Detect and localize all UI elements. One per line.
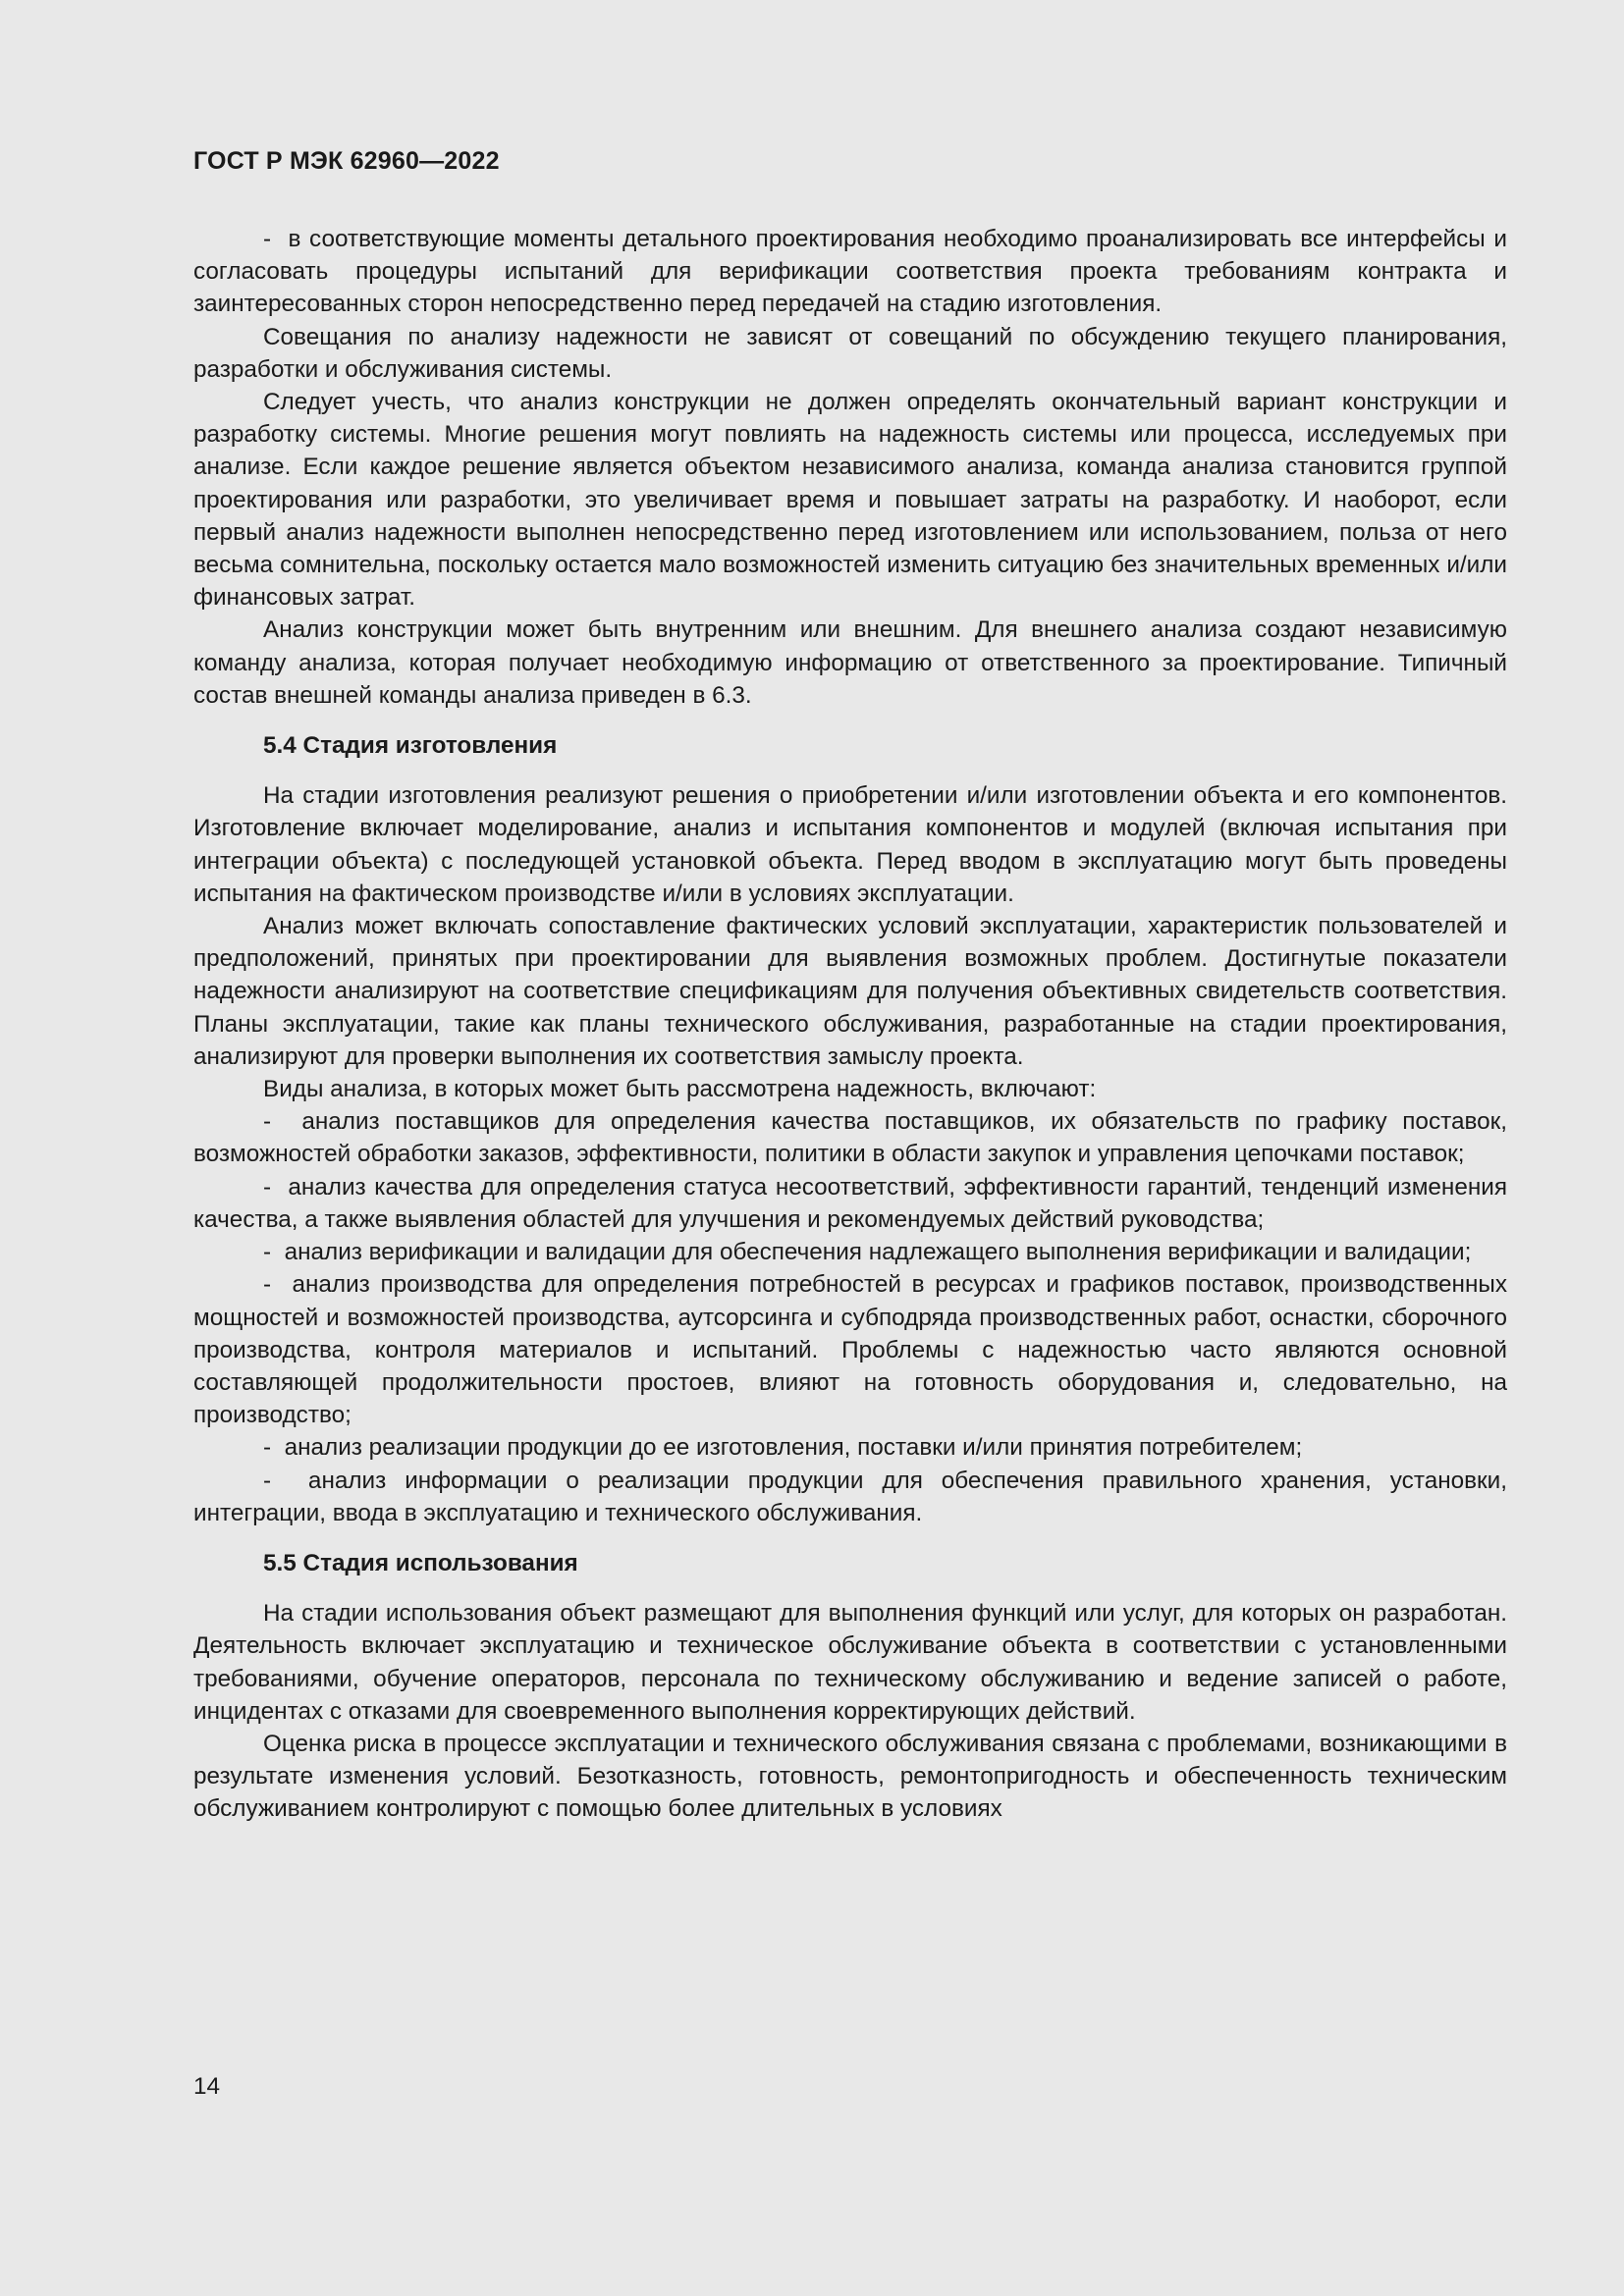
list-item: - анализ поставщиков для определения качества поставщиков, их обязательств по графику поставок, возможностей обработки заказов, эффективности, политики в области закупок и управления цепочками поставок; <box>193 1108 1507 1168</box>
paragraph: Виды анализа, в которых может быть рассмотрена надежность, включают: <box>263 1076 1097 1103</box>
list-item: - анализ верификации и валидации для обеспечения надлежащего выполнения верификации и валидации; <box>263 1239 1472 1266</box>
page-number: 14 <box>193 2073 221 2100</box>
document-header: ГОСТ Р МЭК 62960—2022 <box>193 147 500 175</box>
section-heading: 5.4 Стадия изготовления <box>263 732 558 760</box>
paragraph: Оценка риска в процессе эксплуатации и технического обслуживания связана с проблемами, возникающими в результате изменения условий. Безотказность, готовность, ремонтопригодность и обеспеченность техническим обслуживанием контролируют с помощью более длительных в условиях <box>193 1730 1507 1823</box>
document-body <box>193 223 1507 1826</box>
paragraph: Следует учесть, что анализ конструкции не должен определять окончательный вариант конструкции и разработку системы. Многие решения могут повлиять на надежность системы или процесса, исследуемых при анализе. Если каждое решение является объектом независимого анализа, команда анализа становится группой проектирования или разработки, это увеличивает время и повышает затраты на разработку. И наоборот, если первый анализ надежности выполнен непосредственно перед изготовлением или использованием, польза от него весьма сомнительна, поскольку остается мало возможностей изменить ситуацию без значительных временных и/или финансовых затрат. <box>193 389 1507 612</box>
paragraph: - в соответствующие моменты детального проектирования необходимо проанализировать все интерфейсы и согласовать процедуры испытаний для верификации соответствия проекта требованиям контракта и заинтересованных сторон непосредственно перед передачей на стадию изготовления. <box>193 226 1507 318</box>
list-item: - анализ производства для определения потребностей в ресурсах и графиков поставок, производственных мощностей и возможностей производства, аутсорсинга и субподряда производственных работ, оснастки, сборочного производства, контроля материалов и испытаний. Проблемы с надежностью часто являются основной составляющей продолжительности простоев, влияют на готовность оборудования и, следовательно, на производство; <box>193 1271 1507 1429</box>
list-item: - анализ качества для определения статуса несоответствий, эффективности гарантий, тенденций изменения качества, а также выявления областей для улучшения и рекомендуемых действий руководства; <box>193 1173 1507 1233</box>
list-item: - анализ информации о реализации продукции для обеспечения правильного хранения, установки, интеграции, ввода в эксплуатацию и технического обслуживания. <box>193 1467 1507 1526</box>
list-item: - анализ реализации продукции до ее изготовления, поставки и/или принятия потребителем; <box>263 1434 1303 1462</box>
paragraph: Анализ может включать сопоставление фактических условий эксплуатации, характеристик пользователей и предположений, принятых при проектировании для выявления возможных проблем. Достигнутые показатели надежности анализируют на соответствие спецификациям для получения объективных свидетельств соответствия. Планы эксплуатации, такие как планы технического обслуживания, разработанные на стадии проектирования, анализируют для проверки выполнения их соответствия замыслу проекта. <box>193 913 1507 1070</box>
paragraph: На стадии изготовления реализуют решения о приобретении и/или изготовлении объекта и его компонентов. Изготовление включает моделирование, анализ и испытания компонентов и модулей (включая испытания при интеграции объекта) с последующей установкой объекта. Перед вводом в эксплуатацию могут быть проведены испытания на фактическом производстве и/или в условиях эксплуатации. <box>193 782 1507 907</box>
paragraph: Совещания по анализу надежности не зависят от совещаний по обсуждению текущего планирования, разработки и обслуживания системы. <box>193 323 1507 383</box>
section-heading: 5.5 Стадия использования <box>263 1549 578 1576</box>
paragraph: На стадии использования объект размещают для выполнения функций или услуг, для которых он разработан. Деятельность включает эксплуатацию и техническое обслуживание объекта в соответствии с установленными требованиями, обучение операторов, персонала по техническому обслуживанию и ведение записей о работе, инцидентах с отказами для своевременного выполнения корректирующих действий. <box>193 1600 1507 1725</box>
paragraph: Анализ конструкции может быть внутренним или внешним. Для внешнего анализа создают независимую команду анализа, которая получает необходимую информацию от ответственного за проектирование. Типичный состав внешней команды анализа приведен в 6.3. <box>193 616 1507 709</box>
